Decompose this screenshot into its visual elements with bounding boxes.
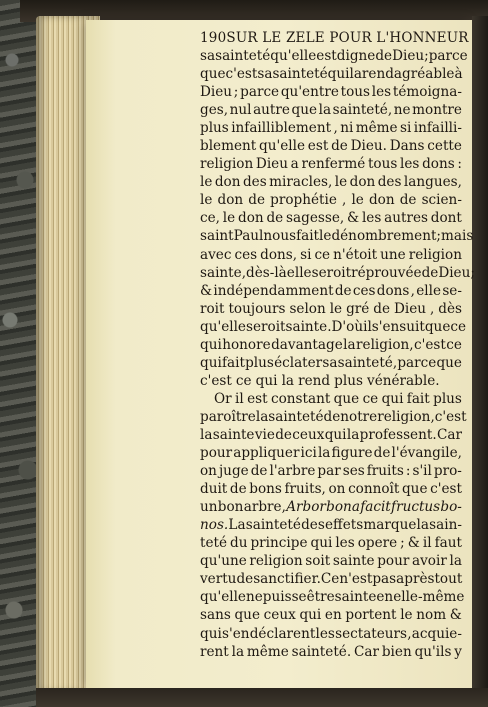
text-line: religion Dieu a renfermé tous les dons : [200,156,462,173]
page-text [200,29,475,661]
text-line: qui fait plus éclater sa sainteté, parce que [200,354,462,371]
text-line: on juge de l'arbre par ses fruits : s'il pro- [200,463,462,480]
text-line: vertu de sanctifier. Ce n'est pas après tout [200,571,463,588]
text-line: qui honore davantage la religion, c'est ce [200,336,462,353]
text-line: sainte, dès-là elle seroit réprouvée de Dieu; [200,264,475,281]
text-line: la sainte vie de ceux qui la professent. Car [200,426,462,443]
text-line: nos. La sainteté des effets marque la sain- [200,517,462,534]
text-line: sans que ceux qui en portent le nom & [200,607,462,624]
text-line: le don des miracles, le don des langues, [200,174,462,191]
book-cover-bottom [36,688,488,707]
text-line: teté du principe qui les opere ; & il faut [200,535,462,552]
book-cover-left [0,0,40,707]
text-line: paroître la sainteté de notre religion , c'est [200,408,467,425]
text-line: roit toujours selon le gré de Dieu , dès [200,300,462,317]
text-line: saint Paul nous fait le dénombrement ; mais [200,228,474,245]
text-line: qu'elle seroit sainte. D'où il s'ensuit que ce [200,318,467,335]
text-line: duit de bons fruits, on connoît que c'est [200,481,462,498]
text-line: qu'une religion soit sainte pour avoir la [200,553,462,570]
text-line: Or il est constant que ce qui fait plus [214,390,462,407]
text-line: & indépendamment de ces dons , elle se- [200,282,462,299]
text-line: Dieu ; parce qu'entre tous les témoigna- [200,84,462,101]
running-title: SUR LE ZELE POUR L'HONNEUR [226,30,469,46]
text-body [200,47,475,661]
text-line: rent la même sainteté. Car bien qu'ils y [200,643,462,660]
book-cover-right [472,16,488,707]
text-line: plus infailliblement , ni même si infailli- [200,120,462,137]
text-line: qu'elle ne puisse être sainte en elle-même [200,589,465,606]
text-line: ges, nul autre que la sainteté, ne montre [200,102,462,119]
running-header [200,29,469,47]
page-number: 190 [200,30,227,46]
text-line: ce, le don de sagesse, & les autres dont [200,210,462,227]
text-line: un bon arbre, Arbor bona facit fructus bo- [200,499,462,516]
text-line: le don de prophétie , le don de scien- [200,192,462,209]
text-line: avec ces dons, si ce n'étoit une religion [200,246,462,263]
text-line: blement qu'elle est de Dieu. Dans cette [200,138,462,155]
text-line: c'est ce qui la rend plus vénérable. [200,372,440,389]
text-line: sa sainteté qu'elle est digne de Dieu ; parce [200,48,468,64]
text-line: pour appliquer ici la figure de l'évangile, [200,445,462,462]
text-line: qui s'en déclarent les sectateurs , acquie- [200,625,462,642]
text-line: que c'est sa sainteté qui la rend agréable à [200,66,463,83]
